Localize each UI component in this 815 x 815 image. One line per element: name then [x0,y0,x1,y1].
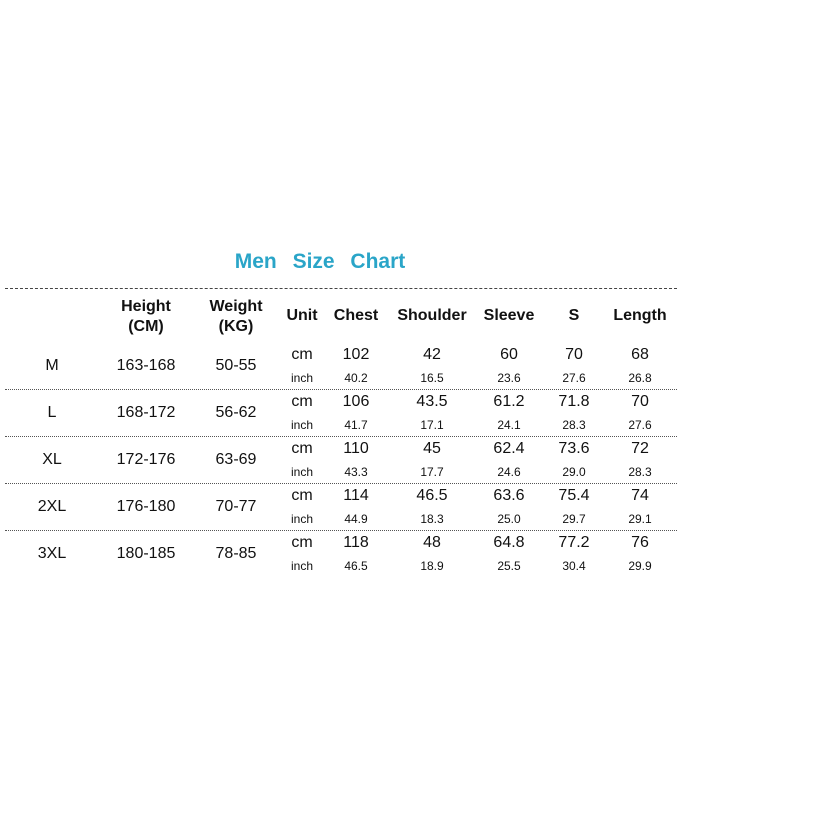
shoulder-inch-value: 18.3 [420,512,444,526]
chest-cm-value: 106 [342,393,370,410]
top-rule [5,288,677,289]
length-cm-value: 76 [631,534,649,551]
length-cm-value: 72 [631,440,649,457]
s-cm-value: 70 [565,346,583,363]
chart-title-text: Men Size Chart [234,250,406,273]
shoulder-inch-value: 16.5 [420,371,444,385]
shoulder-inch-value: 17.1 [420,418,444,432]
weight-range: 50-55 [215,357,257,374]
unit-inch: inch [290,512,313,526]
length-cm-value: 74 [631,487,649,504]
sleeve-cm-value: 63.6 [493,487,525,504]
header-s: S [568,307,580,324]
chest-cm-value: 114 [343,487,369,504]
length-inch-value: 29.1 [628,512,652,526]
chest-cm-value: 102 [342,346,370,363]
length-cm-value: 70 [631,393,649,410]
header-height [110,297,182,337]
s-cm-value: 77.2 [558,534,590,551]
row-divider [5,530,677,531]
unit-inch: inch [290,465,313,479]
row-divider [5,483,677,484]
sleeve-inch-value: 24.6 [497,465,521,479]
weight-range: 56-62 [215,404,257,421]
size-label: M [45,357,59,374]
chest-cm-value: 118 [343,534,369,551]
unit-inch: inch [290,418,313,432]
chest-cm-value: 110 [343,440,369,457]
s-inch-value: 29.7 [562,512,586,526]
height-range: 176-180 [116,498,176,515]
chest-inch-value: 40.2 [344,371,368,385]
shoulder-cm-value: 43.5 [416,393,448,410]
unit-cm: cm [291,487,313,504]
length-cm-value: 68 [631,346,649,363]
weight-range: 63-69 [215,451,257,468]
header-chest: Chest [333,307,379,324]
shoulder-cm-value: 46.5 [416,487,448,504]
unit-cm: cm [291,534,313,551]
weight-range: 70-77 [215,498,257,515]
s-cm-value: 71.8 [558,393,590,410]
shoulder-cm-value: 42 [423,346,441,363]
sleeve-cm-value: 64.8 [493,534,525,551]
unit-cm: cm [291,440,313,457]
length-inch-value: 27.6 [628,418,652,432]
header-shoulder: Shoulder [397,307,467,324]
header-height-label: Height [121,298,171,315]
sleeve-inch-value: 25.5 [497,559,521,573]
length-inch-value: 28.3 [628,465,652,479]
height-range: 163-168 [116,357,176,374]
shoulder-inch-value: 18.9 [420,559,444,573]
header-sleeve: Sleeve [483,307,535,324]
weight-range: 78-85 [215,545,257,562]
header-unit: Unit [286,307,318,324]
unit-cm: cm [291,393,313,410]
height-range: 168-172 [116,404,176,421]
shoulder-inch-value: 17.7 [420,465,444,479]
header-weight-unit: (KG) [218,318,254,335]
header-weight-label: Weight [209,298,263,315]
size-label: L [47,404,57,421]
sleeve-cm-value: 62.4 [493,440,525,457]
chest-inch-value: 46.5 [344,559,368,573]
chest-inch-value: 43.3 [344,465,368,479]
s-inch-value: 27.6 [562,371,586,385]
sleeve-inch-value: 24.1 [497,418,521,432]
row-divider [5,436,677,437]
header-height-unit: (CM) [128,318,164,335]
chest-inch-value: 41.7 [344,418,368,432]
unit-inch: inch [290,559,313,573]
row-divider [5,389,677,390]
shoulder-cm-value: 48 [423,534,441,551]
chart-title [0,250,680,274]
s-cm-value: 73.6 [558,440,590,457]
header-weight [200,297,272,337]
shoulder-cm-value: 45 [423,440,441,457]
height-range: 172-176 [116,451,176,468]
sleeve-cm-value: 60 [500,346,518,363]
height-range: 180-185 [116,545,176,562]
s-inch-value: 29.0 [562,465,586,479]
unit-inch: inch [290,371,313,385]
sleeve-inch-value: 23.6 [497,371,521,385]
length-inch-value: 26.8 [628,371,652,385]
header-length: Length [613,307,667,324]
sleeve-inch-value: 25.0 [497,512,521,526]
size-label: 2XL [37,498,67,515]
size-label: XL [42,451,62,468]
size-label: 3XL [37,545,67,562]
unit-cm: cm [291,346,313,363]
sleeve-cm-value: 61.2 [493,393,525,410]
chest-inch-value: 44.9 [344,512,368,526]
s-inch-value: 28.3 [562,418,586,432]
s-inch-value: 30.4 [562,559,586,573]
s-cm-value: 75.4 [558,487,590,504]
length-inch-value: 29.9 [628,559,652,573]
